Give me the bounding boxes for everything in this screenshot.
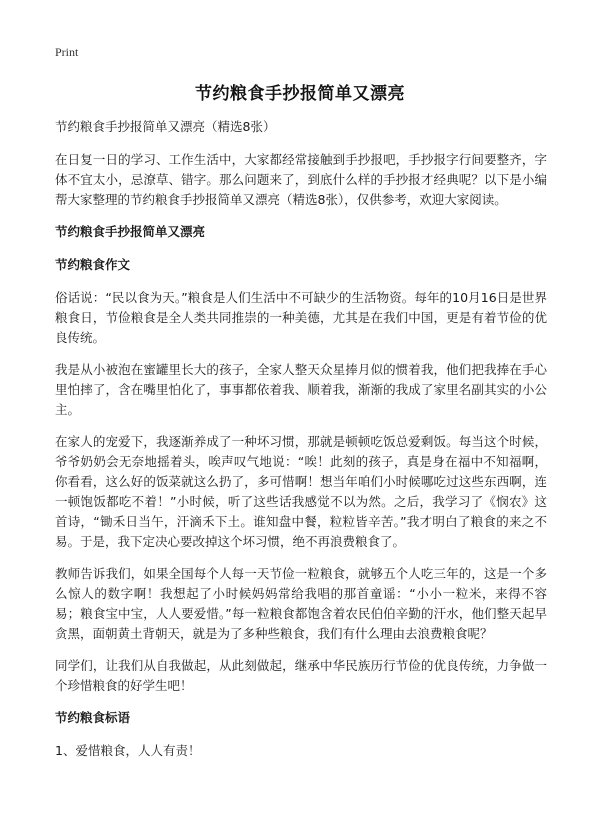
essay-paragraph-3: 在家人的宠爱下，我逐渐养成了一种坏习惯，那就是顿顿吃饭总爱剩饭。每当这个时候，爷爷奶奶会无奈地摇着头，唉声叹气地说：“唉！此刻的孩子，真是身在福中不知福啊，你看看，这么好的饭菜就这么扔了，多可惜啊！想当年咱们小时候哪吃过这些东西啊，连一顿饱饭都吃不着！”小时候，听了这些话我感觉不以为然。之后，我学习了《悯农》这首诗，“锄禾日当午，汗滴禾下土。谁知盘中餐，粒粒皆辛苦。”我才明白了粮食的来之不易。于是，我下定决心要改掉这个坏习惯，绝不再浪费粮食了。	[55, 434, 547, 549]
essay-paragraph-4: 教师告诉我们，如果全国每个人每一天节俭一粒粮食，就够五个人吃三年的，这是一个多么惊人的数字啊！我想起了小时候妈妈常给我唱的那首童谣：“小小一粒米，来得不容易；粮食宝中宝，人人要爱惜。”每一粒粮食都饱含着农民伯伯辛勤的汗水，他们整天起早贪黑，面朝黄土背朝天，就是为了多种些粮食，我们有什么理由去浪费粮食呢？	[55, 566, 547, 641]
article-subtitle: 节约粮食手抄报简单又漂亮（精选8张）	[55, 119, 276, 134]
slogan-item: 1、爱惜粮食，人人有责！	[55, 743, 201, 758]
essay-paragraph-1: 俗话说：“民以食为天。”粮食是人们生活中不可缺少的生活物资。每年的10月16日是世界粮食日，节俭粮食是全人类共同推崇的一种美德，尤其是在我们中国，更是有着节俭的优良传统。	[55, 290, 547, 345]
section-heading-handwritten-paper: 节约粮食手抄报简单又漂亮	[55, 224, 206, 239]
section-heading-essay: 节约粮食作文	[55, 257, 131, 272]
intro-paragraph: 在日复一日的学习、工作生活中，大家都经常接触到手抄报吧，手抄报字行间要整齐，字体不宜太小，忌潦草、错字。那么问题来了，到底什么样的手抄报才经典呢？以下是小编帮大家整理的节约粮食手抄报简单又漂亮（精选8张），仅供参考，欢迎大家阅读。	[55, 152, 547, 207]
page-title: 节约粮食手抄报简单又漂亮	[195, 84, 405, 104]
essay-paragraph-5: 同学们，让我们从自我做起，从此刻做起，继承中华民族历行节俭的优良传统，力争做一个珍惜粮食的好学生吧！	[55, 658, 547, 693]
section-heading-slogans: 节约粮食标语	[55, 710, 131, 725]
print-link[interactable]: Print	[55, 45, 79, 59]
article-body	[55, 117, 547, 761]
essay-paragraph-2: 我是从小被泡在蜜罐里长大的孩子，全家人整天众星捧月似的惯着我，他们把我捧在手心里怕摔了，含在嘴里怕化了，事事都依着我、顺着我，渐渐的我成了家里名副其实的小公主。	[55, 362, 547, 417]
